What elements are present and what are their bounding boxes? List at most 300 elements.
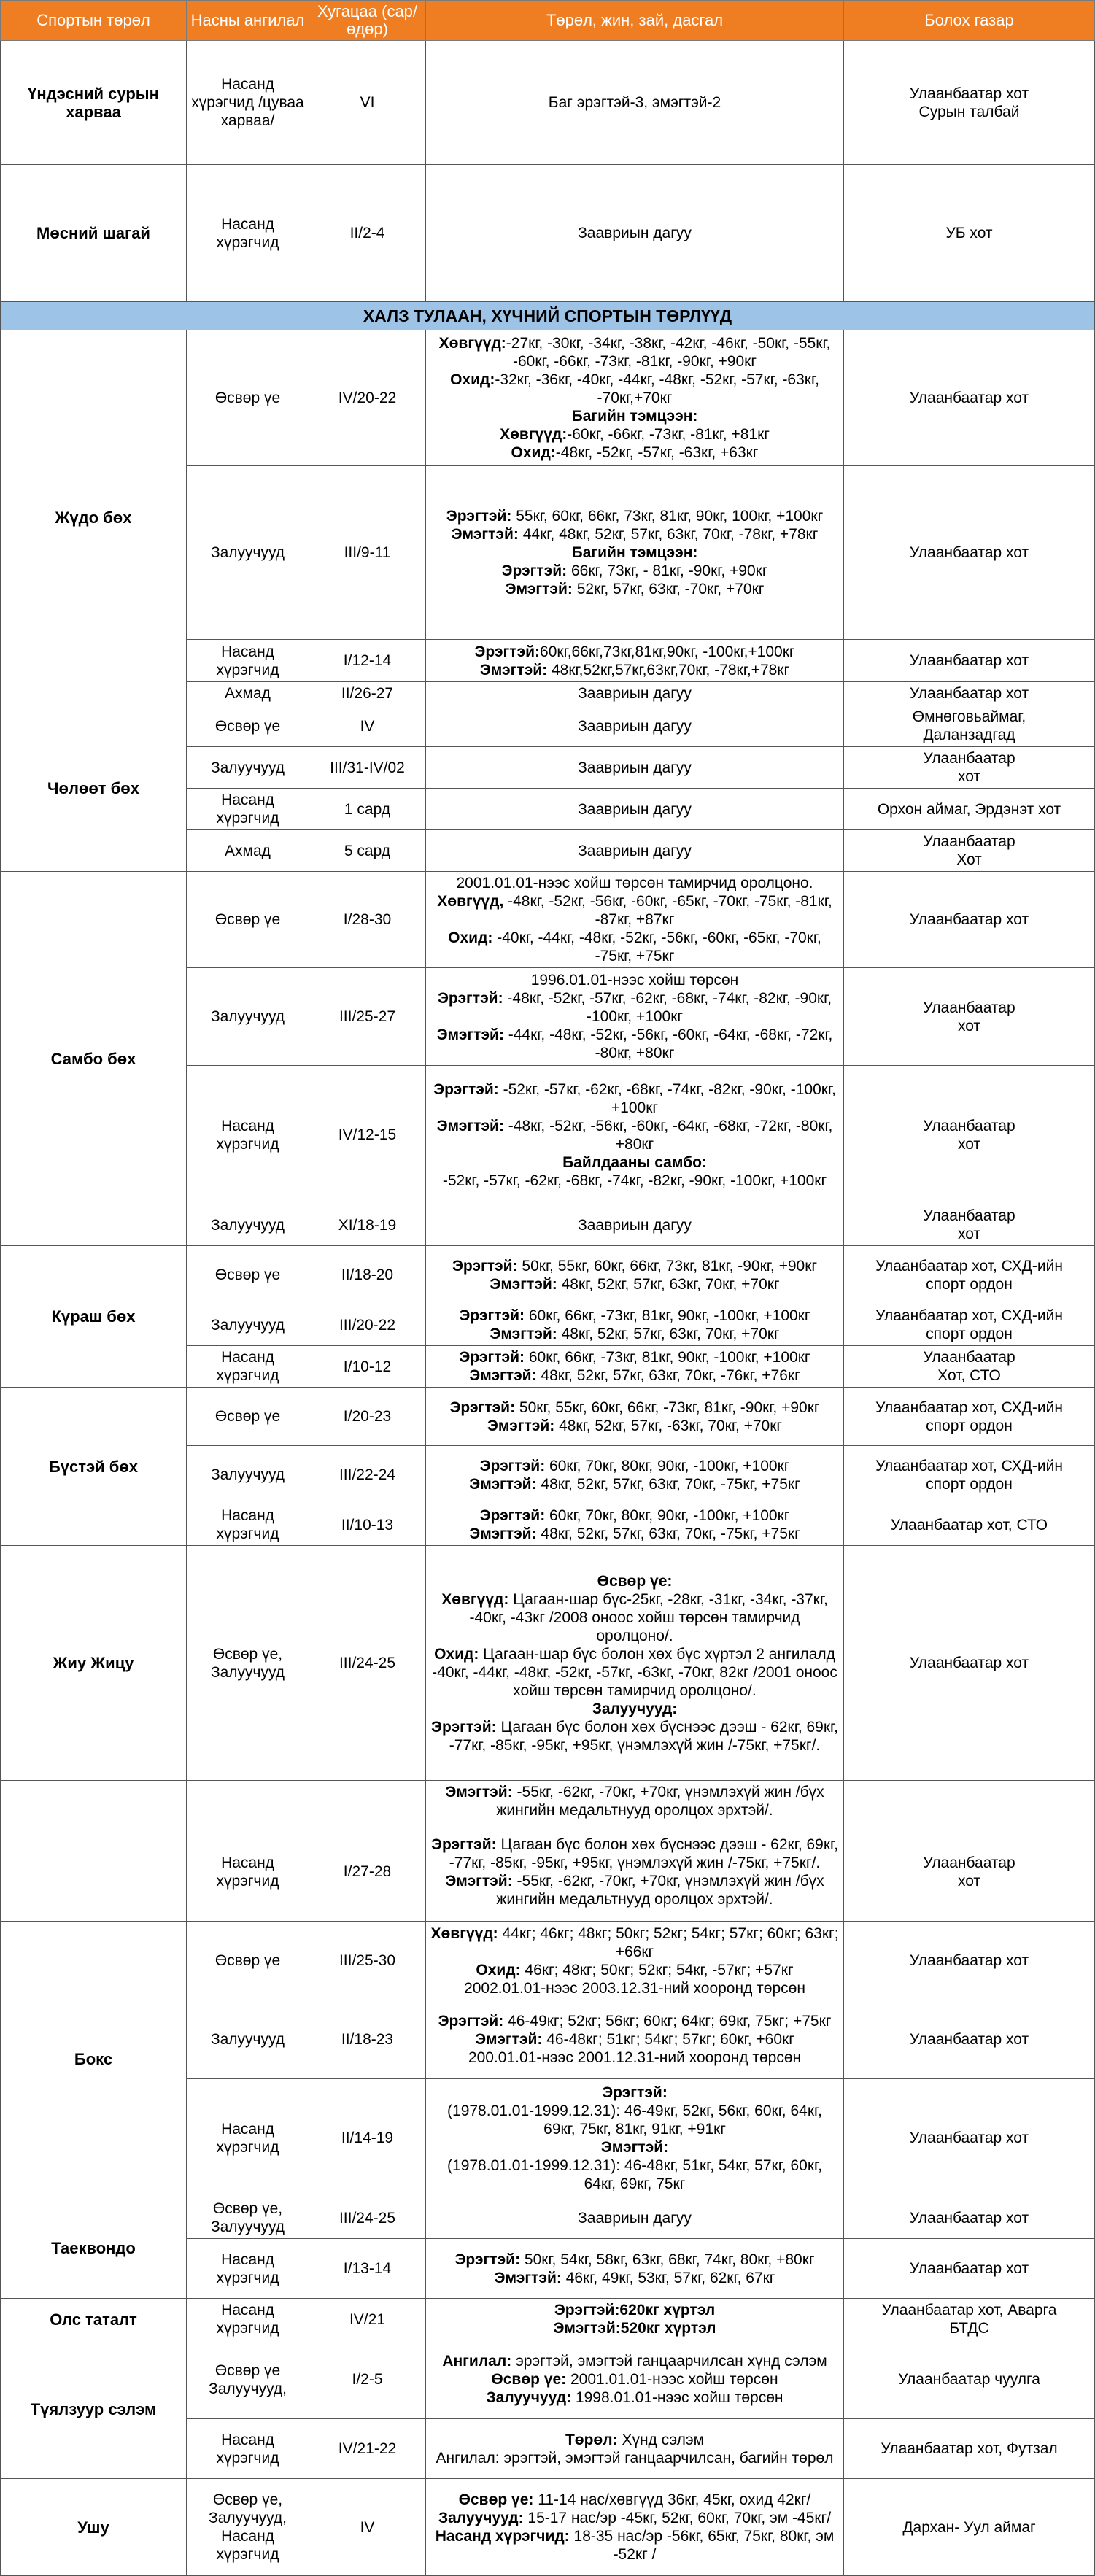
line-label: Эмэгтэй:: [475, 2031, 543, 2048]
cell-line: Ахмад: [225, 842, 271, 859]
cell-line: Мөсний шагай: [36, 224, 150, 242]
line-value: 46кг; 48кг; 50кг; 52кг; 54кг, -57кг; +57кг: [520, 1961, 794, 1979]
line-label: Хөвгүүд:: [438, 335, 506, 352]
cell-line: [430, 929, 839, 965]
table-row: [1, 1922, 1095, 2000]
line-value: Цагаан-шар бүс-25кг, -28кг, -31кг, -34кг, -37кг, -40кг, -43кг /2008 оноос хойш төрсөн тамирчид оролцоно/.: [469, 1590, 828, 1644]
line-value: Цагаан бүс болон хөх бүснээс дээш - 62кг, 69кг, -77кг, -85кг, -95кг, +95кг, үнэмлэхүй жин /-75кг, +75кг/.: [449, 1836, 838, 1871]
cell-line: VI: [360, 94, 375, 111]
events-cell: [426, 1246, 844, 1304]
venue-cell: [844, 165, 1095, 302]
cell-line: Олс таталт: [50, 2310, 137, 2329]
events-cell: [426, 2340, 844, 2419]
cell-line: Улаанбаатар хот, СХД-ийн: [875, 1257, 1063, 1275]
cell-line: Заавриын дагуу: [578, 2209, 692, 2227]
line-label: Эмэгтэй:: [436, 1117, 504, 1134]
cell-line: Самбо бөх: [50, 1049, 136, 1068]
cell-line: [430, 1700, 839, 1718]
duration-cell: [309, 2479, 426, 2576]
duration-cell: [309, 2299, 426, 2340]
venue-cell: [844, 1388, 1095, 1446]
line-value: 55кг, 60кг, 66кг, 73кг, 81кг, 90кг, 100кг, +100кг: [511, 508, 824, 525]
age-category-cell: [187, 640, 309, 682]
cell-line: Залуучууд: [210, 2031, 285, 2048]
line-label: Хөвгүүд:: [500, 426, 568, 443]
sport-cell: [1, 2197, 187, 2299]
cell-line: IV/21: [349, 2310, 386, 2328]
line-value: -40кг, -44кг, -48кг, -52кг, -56кг, -60кг, -65кг, -70кг, -75кг, +75кг: [492, 929, 821, 964]
cell-line: Улаанбаатар: [923, 999, 1015, 1016]
table-row: [1, 1388, 1095, 1446]
cell-line: III/25-27: [338, 1008, 396, 1025]
line-label: Эмэгтэй:: [445, 1784, 513, 1801]
events-cell: [426, 466, 844, 640]
line-value: 60кг,66кг,73кг,81кг,90кг, -100кг,+100кг: [540, 643, 795, 660]
events-cell: [426, 1822, 844, 1922]
cell-line: Улаанбаатар: [923, 1349, 1015, 1366]
cell-line: III/9-11: [344, 544, 391, 561]
venue-cell: [844, 2079, 1095, 2197]
duration-cell: [309, 1066, 426, 1204]
duration-cell: [309, 1304, 426, 1346]
age-category-cell: [187, 968, 309, 1066]
cell-line: Заавриын дагуу: [578, 800, 692, 818]
line-label: Ангилал:: [442, 2353, 512, 2370]
events-cell: [426, 1346, 844, 1388]
cell-line: [430, 2352, 839, 2370]
cell-line: 5 сард: [344, 842, 391, 859]
cell-line: Улаанбаатар хот: [909, 2209, 1029, 2227]
venue-cell: [844, 1066, 1095, 1204]
duration-cell: [309, 872, 426, 968]
cell-line: [430, 2049, 839, 2067]
line-label: Өсвөр үе:: [491, 2371, 567, 2388]
cell-line: [430, 1257, 839, 1275]
duration-cell: [309, 1446, 426, 1504]
cell-line: [430, 2138, 839, 2157]
header-age-category: Насны ангилал: [187, 1, 309, 41]
cell-line: Улаанбаатар хот, Футзал: [881, 2440, 1058, 2457]
duration-cell: [309, 2239, 426, 2299]
cell-line: [430, 1718, 839, 1755]
age-category-cell: [187, 2340, 309, 2419]
cell-line: хот: [957, 1872, 981, 1890]
age-category-cell: [187, 1246, 309, 1304]
venue-cell: [844, 1246, 1095, 1304]
cell-line: Насанд хүрэгчид: [216, 2302, 279, 2337]
cell-line: хот: [957, 1135, 981, 1153]
section-title: ХАЛЗ ТУЛААН, ХҮЧНИЙ СПОРТЫН ТӨРЛҮҮД: [1, 302, 1095, 330]
line-label: Эмэгтэй:: [469, 1367, 537, 1384]
age-category-cell: [187, 1822, 309, 1922]
cell-line: Өсвөр үе: [214, 1266, 281, 1283]
cell-line: [430, 444, 839, 462]
events-cell: [426, 2000, 844, 2079]
cell-line: УБ хот: [945, 225, 993, 241]
age-category-cell: [187, 165, 309, 302]
age-category-cell: [187, 830, 309, 872]
header-duration: Хугацаа (сар/өдөр): [309, 1, 426, 41]
duration-cell: [309, 789, 426, 830]
venue-cell: [844, 640, 1095, 682]
sport-cell: [1, 1246, 187, 1388]
cell-line: Насанд хүрэгчид: [216, 2431, 279, 2467]
cell-line: [430, 1153, 839, 1172]
cell-line: Заавриын дагуу: [578, 225, 692, 241]
line-label: Охид:: [448, 929, 493, 946]
cell-line: III/24-25: [338, 2209, 396, 2227]
table-row: [1, 2479, 1095, 2576]
line-label: Эрэгтэй:: [602, 2084, 668, 2101]
venue-cell: [844, 1304, 1095, 1346]
table-row: [1, 41, 1095, 165]
venue-cell: [844, 682, 1095, 705]
line-label: Эрэгтэй:: [454, 2251, 521, 2268]
cell-line: III/20-22: [338, 1316, 396, 1334]
cell-line: [430, 2301, 839, 2319]
cell-line: [430, 2269, 839, 2287]
cell-line: Залуучууд: [210, 759, 285, 776]
events-cell: [426, 1204, 844, 1246]
duration-cell: [309, 747, 426, 789]
age-category-cell: [187, 2000, 309, 2079]
cell-line: [430, 1026, 839, 1062]
cell-line: Насанд хүрэгчид: [216, 215, 279, 251]
duration-cell: [309, 2079, 426, 2197]
venue-cell: [844, 2197, 1095, 2239]
cell-line: [430, 892, 839, 929]
line-label: Эрэгтэй:: [474, 643, 541, 660]
cell-line: Насанд хүрэгчид: [216, 643, 279, 678]
duration-cell: [309, 2419, 426, 2479]
cell-line: Бүстэй бөх: [48, 1457, 139, 1476]
cell-line: II/14-19: [341, 2130, 394, 2146]
duration-cell: [309, 830, 426, 872]
cell-line: [430, 525, 839, 544]
cell-line: Насанд хүрэгчид: [216, 792, 279, 827]
cell-line: Залуучууд: [210, 1316, 285, 1334]
age-category-cell: [187, 1204, 309, 1246]
line-label: Эрэгтэй:: [437, 990, 503, 1007]
line-label: Хөвгүүд:: [441, 1590, 509, 1608]
sport-cell: [1, 330, 187, 705]
line-label: Охид:: [476, 1961, 521, 1979]
venue-cell: [844, 705, 1095, 747]
line-value: 1998.01.01-нээс хойш төрсөн: [571, 2389, 783, 2406]
line-label: Эрэгтэй:: [438, 2013, 504, 2030]
cell-line: Улаанбаатар хот: [909, 685, 1029, 702]
cell-line: [430, 1457, 839, 1475]
cell-line: Залуучууд,: [209, 2380, 287, 2397]
events-cell: [426, 705, 844, 747]
venue-cell: [844, 466, 1095, 640]
cell-line: Орхон аймаг, Эрдэнэт хот: [877, 800, 1061, 818]
table-row: [1, 872, 1095, 968]
cell-line: хот: [957, 768, 981, 785]
cell-line: Жиу Жицу: [53, 1654, 134, 1672]
cell-line: Сурын талбай: [918, 103, 1020, 120]
line-value: 2001.01.01-нээс хойш төрсөн: [566, 2371, 778, 2388]
line-value: 66кг, 73кг, - 81кг, -90кг, +90кг: [567, 562, 768, 579]
line-value: Цагаан бүс болон хөх бүснээс дээш - 62кг, 69кг, -77кг, -85кг, -95кг, +95кг, үнэмлэхүй жин /-75кг, +75кг/.: [449, 1718, 838, 1754]
table-row: [1, 165, 1095, 302]
sport-cell: [1, 1822, 187, 1922]
line-label: Охид:: [450, 371, 495, 388]
age-category-cell: [187, 789, 309, 830]
cell-line: Улаанбаатар хот: [909, 85, 1029, 102]
line-label: Эмэгтэй:: [494, 2269, 562, 2286]
line-label: Эмэгтэй:: [505, 581, 573, 597]
age-category-cell: [187, 2197, 309, 2239]
cell-line: II/18-20: [341, 1266, 394, 1283]
sport-cell: [1, 41, 187, 165]
table-body: [1, 41, 1095, 2576]
cell-line: [430, 562, 839, 580]
venue-cell: [844, 968, 1095, 1066]
venue-cell: [844, 872, 1095, 968]
age-category-cell: [187, 1922, 309, 2000]
cell-line: [430, 874, 839, 892]
cell-line: Улаанбаатар: [923, 1117, 1015, 1134]
cell-line: [430, 407, 839, 425]
duration-cell: [309, 1346, 426, 1388]
sport-cell: [1, 1922, 187, 2197]
duration-cell: [309, 466, 426, 640]
cell-line: Улаанбаатар чуулга: [898, 2371, 1040, 2388]
line-value: 48кг, 52кг, 57кг, 63кг, 70кг, +70кг: [557, 1275, 780, 1293]
cell-line: Заавриын дагуу: [578, 759, 692, 776]
cell-line: Өсвөр үе: [214, 717, 281, 735]
events-cell: [426, 640, 844, 682]
events-cell: [426, 2079, 844, 2197]
age-category-cell: [187, 682, 309, 705]
line-label: Эрэгтэй:: [449, 1399, 516, 1416]
cell-line: [430, 1590, 839, 1645]
cell-line: Улаанбаатар хот, СТО: [890, 1516, 1048, 1533]
cell-line: [430, 1348, 839, 1366]
cell-line: Залуучууд: [210, 1216, 285, 1234]
sport-cell: [1, 1546, 187, 1781]
line-label: Эмэгтэй:: [600, 2138, 669, 2156]
cell-line: II/10-13: [341, 1516, 394, 1533]
duration-cell: [309, 640, 426, 682]
sport-cell: [1, 2479, 187, 2576]
header-sport-type: Спортын төрөл: [1, 1, 187, 41]
cell-line: Насанд хүрэгчид /цуваа харваа/: [191, 76, 304, 129]
sport-cell: [1, 872, 187, 1246]
sport-cell: [1, 1781, 187, 1822]
cell-line: Таеквондо: [51, 2238, 136, 2257]
cell-line: Өсвөр үе,: [212, 2200, 283, 2217]
table-row: [1, 2197, 1095, 2239]
line-value: 44кг; 46кг; 48кг; 50кг; 52кг; 54кг; 57кг; 60кг; 63кг; +66кг: [498, 1925, 839, 1960]
venue-cell: [844, 2340, 1095, 2419]
venue-cell: [844, 2299, 1095, 2340]
events-cell: [426, 1304, 844, 1346]
cell-line: Өсвөр үе: [214, 2362, 281, 2379]
cell-line: IV/20-22: [338, 390, 397, 406]
cell-line: IV/12-15: [338, 1126, 397, 1143]
cell-line: Насанд хүрэгчид: [216, 2120, 279, 2156]
line-value: 50кг, 54кг, 58кг, 63кг, 68кг, 74кг, 80кг, +80кг: [520, 2251, 815, 2268]
header-row: [1, 1, 1095, 41]
line-label: Төрөл:: [565, 2431, 618, 2448]
venue-cell: [844, 1781, 1095, 1822]
cell-line: [430, 544, 839, 562]
line-label: Багийн тэмцээн:: [571, 408, 698, 425]
venue-cell: [844, 41, 1095, 165]
age-category-cell: [187, 1304, 309, 1346]
events-cell: [426, 2479, 844, 2576]
line-value: 48кг,52кг,57кг,63кг,70кг, -78кг,+78кг: [547, 661, 790, 678]
duration-cell: [309, 2197, 426, 2239]
table-row: [1, 1781, 1095, 1822]
events-cell: [426, 747, 844, 789]
line-label: Залуучууд:: [486, 2389, 572, 2406]
events-cell: [426, 1922, 844, 2000]
cell-line: Улаанбаатар хот, СХД-ийн: [875, 1399, 1063, 1416]
line-value: -44кг, -48кг, -52кг, -56кг, -60кг, -64кг, -68кг, -72кг, -80кг, +80кг: [503, 1026, 833, 1061]
cell-line: III/24-25: [338, 1655, 396, 1671]
line-label: Эрэгтэй:: [433, 1080, 499, 1098]
events-cell: [426, 1781, 844, 1822]
cell-line: Жүдо бөх: [55, 508, 132, 527]
cell-line: [430, 1417, 839, 1435]
line-value: -52кг, -57кг, -62кг, -68кг, -74кг, -82кг, -90кг, -100кг, +100кг: [442, 1172, 827, 1189]
duration-cell: [309, 705, 426, 747]
line-label: Эмэгтэй:: [479, 661, 548, 678]
cell-line: [430, 507, 839, 525]
cell-line: [430, 2084, 839, 2102]
cell-line: Насанд хүрэгчид: [216, 1117, 279, 1153]
cell-line: Улаанбаатар хот: [909, 544, 1029, 561]
cell-line: Даланзадгад: [923, 727, 1015, 743]
line-value: Хүнд сэлэм: [617, 2431, 705, 2448]
cell-line: [430, 1872, 839, 1908]
cell-line: Заавриын дагуу: [578, 842, 692, 859]
events-cell: [426, 2197, 844, 2239]
cell-line: Насанд хүрэгчид: [216, 1349, 279, 1384]
cell-line: Улаанбаатар хот, СХД-ийн: [875, 1457, 1063, 1474]
cell-line: Насанд хүрэгчид: [216, 2251, 279, 2286]
line-value: 48кг, 52кг, 57кг, 63кг, 70кг, -75кг, +75кг: [536, 1475, 800, 1493]
table-row: [1, 2299, 1095, 2340]
venue-cell: [844, 2239, 1095, 2299]
sport-cell: [1, 1388, 187, 1546]
duration-cell: [309, 1504, 426, 1546]
cell-line: Улаанбаатар хот: [909, 652, 1029, 669]
cell-line: [430, 1783, 839, 1819]
line-value: 48кг, 52кг, 57кг, 63кг, 70кг, -75кг, +75кг: [536, 1525, 800, 1542]
table-row: [1, 1546, 1095, 1781]
events-cell: [426, 872, 844, 968]
venue-cell: [844, 2479, 1095, 2576]
line-label: Эрэгтэй:: [446, 508, 512, 525]
duration-cell: [309, 330, 426, 466]
cell-line: Улаанбаатар хот, Аварга: [881, 2302, 1057, 2318]
cell-line: Залуучууд: [210, 2219, 285, 2235]
cell-line: спорт ордон: [926, 1275, 1013, 1293]
cell-line: IV: [360, 2518, 375, 2536]
cell-line: [430, 2449, 839, 2467]
cell-line: Хот, СТО: [937, 1367, 1001, 1384]
line-label: Эмэгтэй:: [487, 1417, 555, 1434]
duration-cell: [309, 2340, 426, 2419]
events-cell: [426, 1446, 844, 1504]
cell-line: I/20-23: [343, 1408, 392, 1425]
cell-line: [430, 989, 839, 1026]
cell-line: [430, 1307, 839, 1325]
cell-line: Заавриын дагуу: [578, 717, 692, 735]
line-label: Эмэгтэй:: [490, 1275, 557, 1293]
cell-line: [430, 1172, 839, 1190]
cell-line: XI/18-19: [338, 1216, 397, 1234]
line-value: -48кг, -52кг, -56кг, -60кг, -65кг, -70кг, -75кг, -81кг, -87кг, +87кг: [503, 893, 832, 928]
cell-line: Заавриын дагуу: [578, 685, 692, 702]
table-row: [1, 2340, 1095, 2419]
cell-line: [430, 1961, 839, 1979]
cell-line: спорт ордон: [926, 1417, 1013, 1434]
line-label: Эрэгтэй:: [501, 562, 568, 579]
line-value: 60кг, 70кг, 80кг, 90кг, -100кг, +100кг: [545, 1457, 790, 1474]
cell-line: II/26-27: [341, 685, 394, 702]
cell-line: II/18-23: [341, 2031, 394, 2048]
duration-cell: [309, 1388, 426, 1446]
cell-line: [430, 1366, 839, 1385]
line-label: Эмэгтэй:: [469, 1475, 537, 1493]
events-cell: [426, 41, 844, 165]
line-value: -60кг, -66кг, -73кг, -81кг, +81кг: [567, 426, 770, 443]
events-cell: [426, 2419, 844, 2479]
line-value: 60кг, 66кг, -73кг, 81кг, 90кг, -100кг, +100кг: [525, 1307, 810, 1324]
line-label: Эмэгтэй:: [436, 1026, 504, 1043]
cell-line: II/2-4: [349, 225, 385, 241]
events-cell: [426, 1504, 844, 1546]
cell-line: [430, 580, 839, 598]
cell-line: [430, 2012, 839, 2030]
cell-line: III/22-24: [338, 1466, 396, 1483]
cell-line: Түялзуур сэлэм: [30, 2400, 157, 2418]
age-category-cell: [187, 330, 309, 466]
cell-line: Бокс: [74, 2050, 113, 2068]
cell-line: [430, 2102, 839, 2138]
cell-line: [430, 2431, 839, 2449]
line-label: Залуучууд:: [592, 1700, 678, 1717]
sport-cell: [1, 165, 187, 302]
line-label: Эрэгтэй:: [452, 1257, 518, 1275]
line-value: 2001.01.01-нээс хойш төрсөн тамирчид оролцоно.: [456, 875, 813, 891]
cell-line: I/13-14: [343, 2260, 392, 2277]
line-value: 50кг, 55кг, 60кг, 66кг, -73кг, 81кг, -90кг, +90кг: [515, 1399, 820, 1416]
cell-line: I/12-14: [343, 652, 392, 669]
cell-line: Улаанбаатар: [923, 1854, 1015, 1871]
line-label: Өсвөр үе:: [458, 2491, 534, 2508]
cell-line: спорт ордон: [926, 1326, 1013, 1342]
section-header-row: [1, 302, 1095, 330]
cell-line: Дархан- Уул аймаг: [902, 2518, 1036, 2536]
line-value: 46кг, 49кг, 53кг, 57кг, 62кг, 67кг: [561, 2269, 775, 2286]
line-value: 11-14 нас/хөвгүүд 36кг, 45кг, охид 42кг/: [533, 2491, 811, 2508]
cell-line: Өсвөр үе: [214, 1408, 281, 1425]
age-category-cell: [187, 2239, 309, 2299]
duration-cell: [309, 968, 426, 1066]
cell-line: Өсвөр үе: [214, 1952, 281, 1969]
age-category-cell: [187, 2479, 309, 2576]
sport-cell: [1, 2340, 187, 2479]
cell-line: [430, 2370, 839, 2389]
venue-cell: [844, 830, 1095, 872]
events-cell: [426, 1546, 844, 1781]
